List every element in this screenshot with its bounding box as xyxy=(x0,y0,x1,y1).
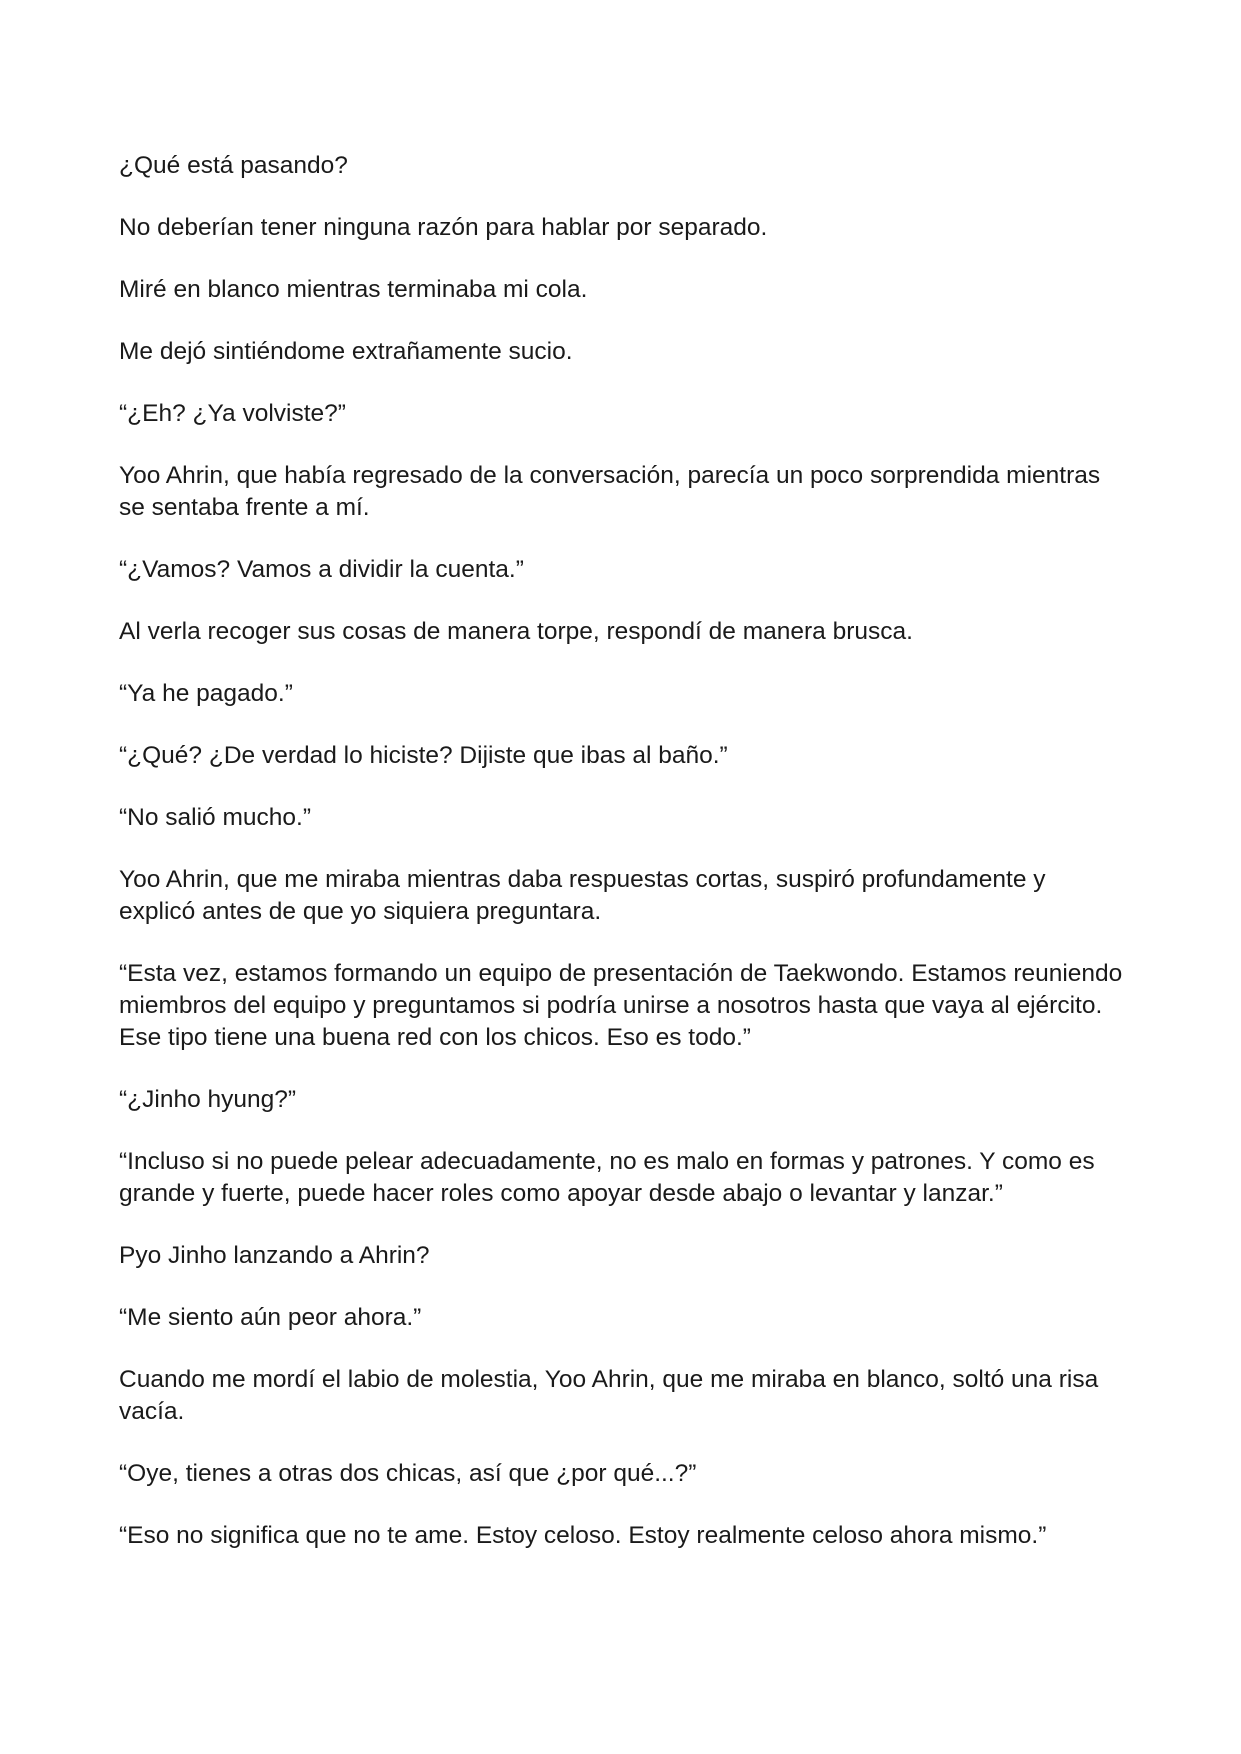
paragraph: “¿Jinho hyung?” xyxy=(119,1086,297,1113)
paragraph: Miré en blanco mientras terminaba mi cola. xyxy=(119,276,588,303)
paragraph: Me dejó sintiéndome extrañamente sucio. xyxy=(119,338,573,365)
paragraph: Cuando me mordí el labio de molestia, Yoo Ahrin, que me miraba en blanco, soltó una risa vacía. xyxy=(119,1366,1099,1425)
paragraph: Yoo Ahrin, que había regresado de la conversación, parecía un poco sorprendida mientras se sentaba frente a mí. xyxy=(119,462,1101,521)
paragraph: “No salió mucho.” xyxy=(119,804,311,831)
paragraph: “Eso no significa que no te ame. Estoy celoso. Estoy realmente celoso ahora mismo.” xyxy=(119,1522,1047,1549)
paragraph: Al verla recoger sus cosas de manera torpe, respondí de manera brusca. xyxy=(119,618,913,645)
paragraph: ¿Qué está pasando? xyxy=(119,152,348,179)
paragraph: Pyo Jinho lanzando a Ahrin? xyxy=(119,1242,430,1269)
paragraph: “¿Eh? ¿Ya volviste?” xyxy=(119,400,346,427)
paragraph: Yoo Ahrin, que me miraba mientras daba respuestas cortas, suspiró profundamente y explicó antes de que yo siquiera preguntara. xyxy=(119,866,1046,925)
paragraph: No deberían tener ninguna razón para hablar por separado. xyxy=(119,214,768,241)
paragraph: “¿Vamos? Vamos a dividir la cuenta.” xyxy=(119,556,524,583)
paragraph: “Me siento aún peor ahora.” xyxy=(119,1304,422,1331)
paragraph: “Ya he pagado.” xyxy=(119,680,293,707)
paragraph: “Incluso si no puede pelear adecuadamente, no es malo en formas y patrones. Y como es grande y fuerte, puede hacer roles como apoyar desde abajo o levantar y lanzar.” xyxy=(119,1148,1095,1207)
paragraph: “¿Qué? ¿De verdad lo hiciste? Dijiste que ibas al baño.” xyxy=(119,742,728,769)
paragraph: “Oye, tienes a otras dos chicas, así que ¿por qué...?” xyxy=(119,1460,697,1487)
document-body xyxy=(119,150,1124,1582)
paragraph: “Esta vez, estamos formando un equipo de presentación de Taekwondo. Estamos reuniendo miembros del equipo y preguntamos si podría unirse a nosotros hasta que vaya al ejército. Ese tipo tiene una buena red con los chicos. Eso es todo.” xyxy=(119,960,1123,1051)
